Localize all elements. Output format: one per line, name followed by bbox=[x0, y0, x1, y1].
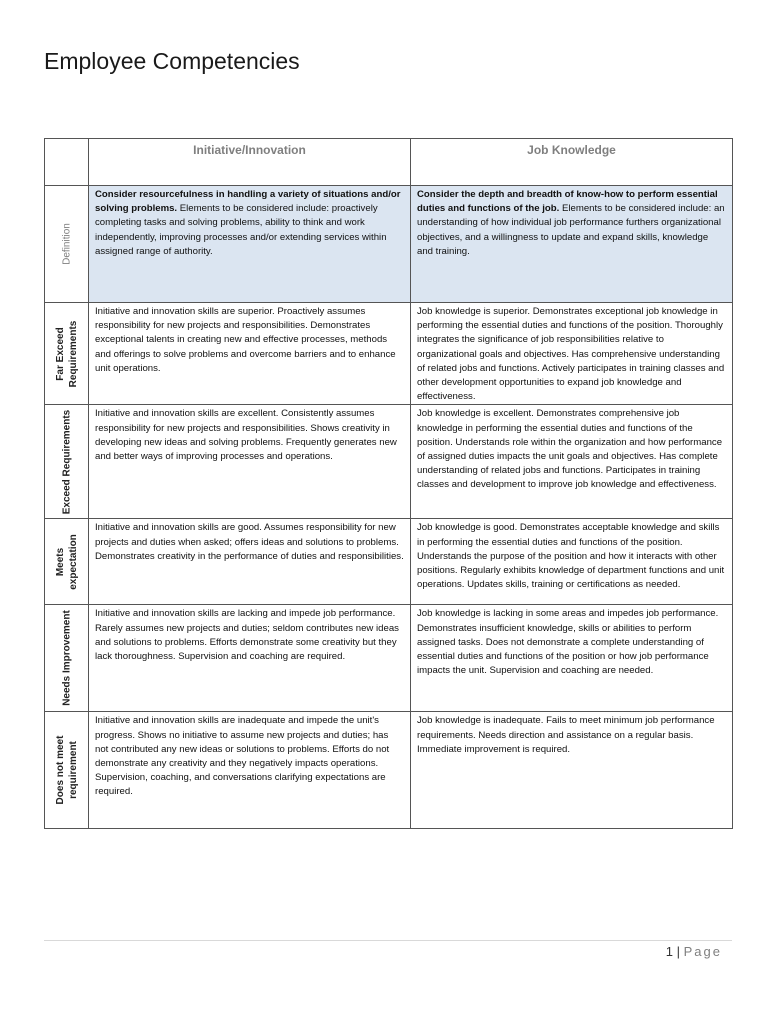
table-row-needs-improvement bbox=[45, 605, 733, 712]
definition-cell-initiative bbox=[89, 186, 411, 303]
cell-job-knowledge-exceed: Job knowledge is excellent. Demonstrates comprehensive job knowledge in performing the essential duties and functions of the position. Understands role within the organization and how performance of assigned duties impacts the unit goals and objectives. Has complete understanding of related jobs and functions. Participates in training classes and development to improve job knowledge and effectiveness. bbox=[411, 405, 733, 519]
cell-job-knowledge-needs-improvement: Job knowledge is lacking in some areas and impedes job performance. Demonstrates insufficient knowledge, skills or abilities to perform assigned tasks. Does not demonstrate a complete understanding of essential duties and functions of the position or how job performance impacts the unit. Supervision and coaching are needed. bbox=[411, 605, 733, 712]
competency-table bbox=[44, 138, 733, 829]
page-number-value: 1 bbox=[665, 944, 674, 959]
cell-initiative-meets: Initiative and innovation skills are good. Assumes responsibility for new projects and duties when asked; offers ideas and solutions to problems. Demonstrates creativity in the performance of duties and responsibilities. bbox=[89, 519, 411, 605]
row-label-cell bbox=[45, 605, 89, 712]
definition-cell-job-knowledge bbox=[411, 186, 733, 303]
row-label-cell bbox=[45, 303, 89, 405]
definition-body-initiative: Elements to be considered include: proactively completing tasks and solving problems, ability to think and work independently, improving processes and/or extending services within assigned range of authority. bbox=[95, 203, 387, 257]
row-label-definition: Definition bbox=[61, 223, 72, 265]
column-header-initiative: Initiative/Innovation bbox=[89, 139, 411, 186]
cell-job-knowledge-meets: Job knowledge is good. Demonstrates acceptable knowledge and skills in performing the essential duties and functions of the position. Understands the purpose of the position and how it interacts with other positions. Regularly exhibits knowledge of department functions and unit operations. Updates skills, training or certifications as needed. bbox=[411, 519, 733, 605]
row-label-cell bbox=[45, 519, 89, 605]
definition-lead-job-knowledge: Consider the depth and breadth of know-how to perform essential duties and functions of the job. bbox=[417, 189, 718, 215]
table-row-exceed bbox=[45, 405, 733, 519]
row-label-does-not-meet: Does not meet requirement bbox=[54, 735, 79, 805]
table-row-does-not-meet bbox=[45, 712, 733, 829]
row-label-cell bbox=[45, 186, 89, 303]
page-label: Page bbox=[683, 944, 722, 959]
column-header-job-knowledge: Job Knowledge bbox=[411, 139, 733, 186]
page-number-separator: | bbox=[673, 944, 684, 959]
cell-job-knowledge-does-not-meet: Job knowledge is inadequate. Fails to meet minimum job performance requirements. Needs direction and assistance on a regular basis. Immediate improvement is required. bbox=[411, 712, 733, 829]
header-corner-cell bbox=[45, 139, 89, 186]
table-header-row bbox=[45, 139, 733, 186]
row-label-cell bbox=[45, 712, 89, 829]
table-row-far-exceed bbox=[45, 303, 733, 405]
table-row-meets bbox=[45, 519, 733, 605]
cell-initiative-needs-improvement: Initiative and innovation skills are lacking and impede job performance. Rarely assumes new projects and duties; seldom contributes new ideas and solutions to problems. Efforts demonstrate some creativity but they lack thoroughness. Supervision and coaching are required. bbox=[89, 605, 411, 712]
cell-initiative-does-not-meet: Initiative and innovation skills are inadequate and impede the unit's progress. Shows no initiative to assume new projects and duties; has not contributed any new ideas or solutions to problems. Efforts do not demonstrate any creativity and they negatively impacts operations. Supervision, coaching, and conversations clarifying expectations are required. bbox=[89, 712, 411, 829]
footer-divider bbox=[44, 940, 732, 941]
page-title: Employee Competencies bbox=[44, 48, 300, 74]
row-label-needs-improvement: Needs Improvement bbox=[61, 610, 72, 707]
definition-lead-initiative: Consider resourcefulness in handling a variety of situations and/or solving problems. bbox=[95, 189, 401, 215]
cell-job-knowledge-far-exceed: Job knowledge is superior. Demonstrates exceptional job knowledge in performing the essential duties and functions of the position. Thoroughly integrates the significance of job responsibilities relative to organizational goals and objectives. Has comprehensive understanding of related jobs and functions. Actively participates in training classes and other development opportunities to expand job knowledge and effectiveness. bbox=[411, 303, 733, 405]
row-label-cell bbox=[45, 405, 89, 519]
row-label-exceed: Exceed Requirements bbox=[61, 409, 72, 515]
cell-initiative-exceed: Initiative and innovation skills are excellent. Consistently assumes responsibility for new projects and responsibilities. Shows creativity in developing new ideas and solving problems. Frequently generates new and better ways of improving processes and operations. bbox=[89, 405, 411, 519]
definition-body-job-knowledge: Elements to be considered include: an understanding of how individual job performance furthers organizational objectives, and a willingness to update and expand skills, knowledge and training. bbox=[417, 203, 725, 257]
table-row-definition bbox=[45, 186, 733, 303]
row-label-meets: Meets expectation bbox=[54, 534, 79, 590]
cell-initiative-far-exceed: Initiative and innovation skills are superior. Proactively assumes responsibility for new projects and responsibilities. Demonstrates exceptional talents in creating new and effective processes, methods and offerings to solve problems and overcome barriers and to enhance unit operations. bbox=[89, 303, 411, 405]
row-label-far-exceed: Far Exceed Requirements bbox=[54, 320, 79, 388]
page-number bbox=[666, 944, 722, 959]
